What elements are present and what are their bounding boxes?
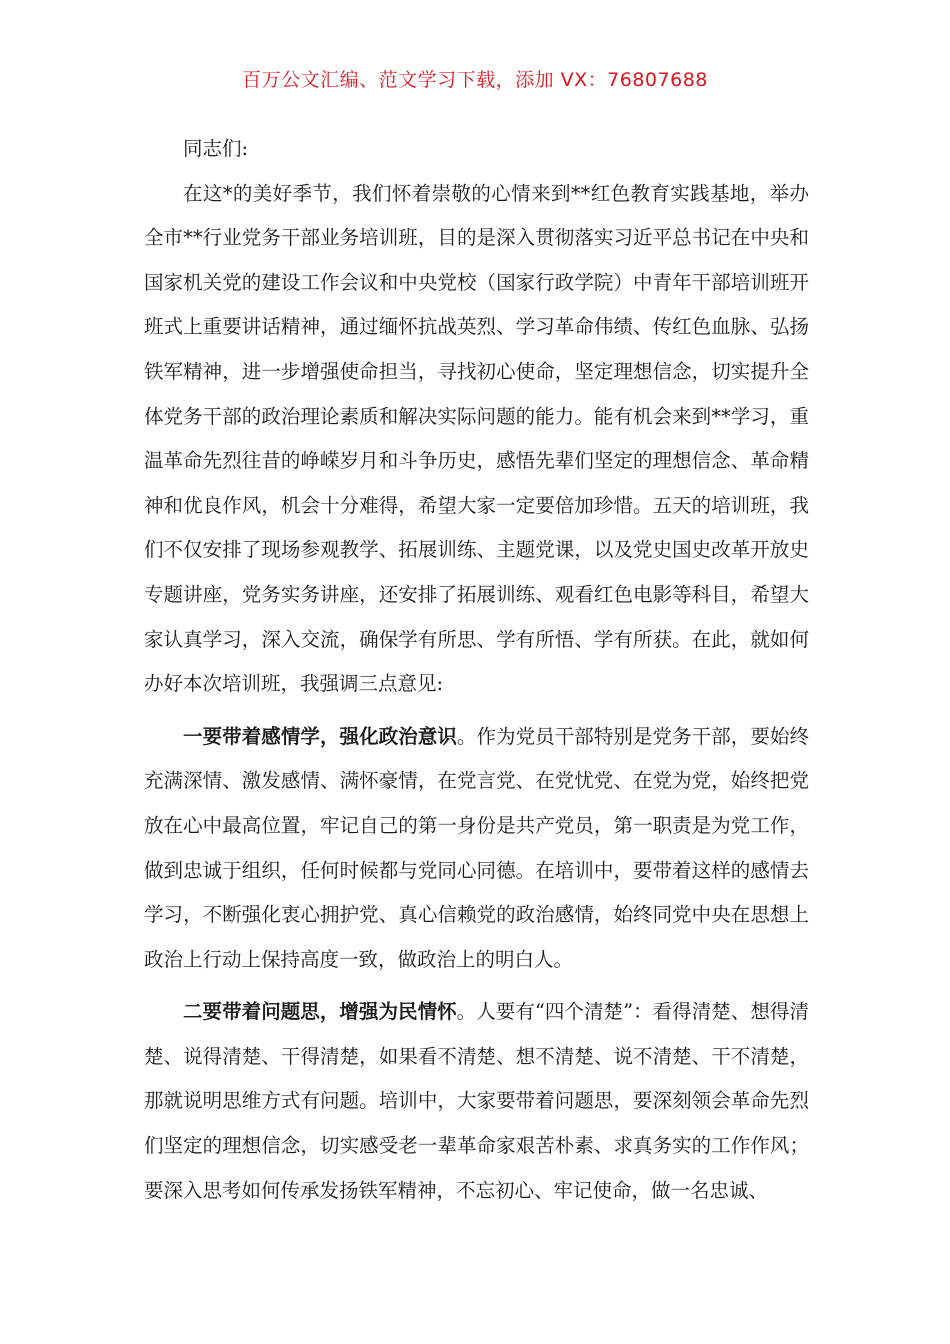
point-1-heading: 一要带着感情学，强化政治意识 bbox=[183, 724, 457, 748]
salutation: 同志们: bbox=[183, 137, 249, 160]
document-body bbox=[144, 127, 809, 1213]
point-2-heading: 二要带着问题思，增强为民情怀 bbox=[183, 1000, 457, 1024]
paragraph-point-1 bbox=[144, 715, 809, 983]
paragraph-point-2 bbox=[144, 990, 809, 1213]
point-1-body: 。作为党员干部特别是党务干部，要始终充满深情、激发感情、满怀豪情，在党言党、在党忧党、在党为党，始终把党放在心中最高位置，牢记自己的第一身份是共产党员，第一职责是为党工作，做到忠诚于组织，任何时候都与党同心同德。在培训中，要带着这样的感情去学习，不断强化衷心拥护党、真心信赖党的政治感情，始终同党中央在思想上政治上行动上保持高度一致，做政治上的明白人。 bbox=[144, 724, 809, 971]
paragraph-intro: 在这*的美好季节，我们怀着崇敬的心情来到**红色教育实践基地，举办全市**行业党务干部业务培训班，目的是深入贯彻落实习近平总书记在中央和国家机关党的建设工作会议和中央党校（国家行政学院）中青年干部培训班开班式上重要讲话精神，通过缅怀抗战英烈、学习革命伟绩、传红色血脉、弘扬铁军精神，进一步增强使命担当，寻找初心使命，坚定理想信念，切实提升全体党务干部的政治理论素质和解决实际问题的能力。能有机会来到**学习，重温革命先烈往昔的峥嵘岁月和斗争历史，感悟先辈们坚定的理想信念、革命精神和优良作风，机会十分难得，希望大家一定要倍加珍惜。五天的培训班，我们不仅安排了现场参观教学、拓展训练、主题党课，以及党史国史改革开放史专题讲座，党务实务讲座，还安排了拓展训练、观看红色电影等科目，希望大家认真学习，深入交流，确保学有所思、学有所悟、学有所获。在此，就如何办好本次培训班，我强调三点意见: bbox=[144, 181, 809, 696]
point-2-body: 。人要有“四个清楚”：看得清楚、想得清楚、说得清楚、干得清楚，如果看不清楚、想不清楚、说不清楚、干不清楚，那就说明思维方式有问题。培训中，大家要带着问题思，要深刻领会革命先烈们坚定的理想信念，切实感受老一辈革命家艰苦朴素、求真务实的工作作风；要深入思考如何传承发扬铁军精神，不忘初心、牢记使命，做一名忠诚、 bbox=[144, 1000, 809, 1202]
watermark-header: 百万公文汇编、范文学习下载，添加 VX：76807688 bbox=[242, 69, 708, 91]
